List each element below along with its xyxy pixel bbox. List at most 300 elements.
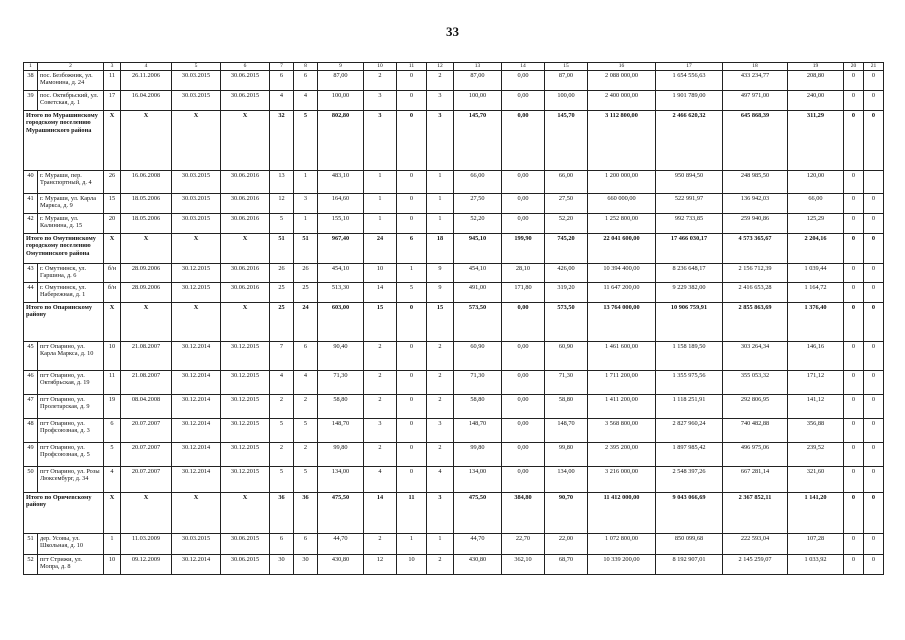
table-cell: 0,00 <box>502 111 545 171</box>
table-cell: 483,10 <box>318 171 364 194</box>
table-cell <box>864 171 884 194</box>
table-cell: 8 192 907,01 <box>656 555 723 575</box>
table-cell: 6 <box>397 234 427 264</box>
table-cell: 36 <box>294 493 318 534</box>
table-cell: 3 568 800,00 <box>588 419 656 443</box>
table-cell: 22 041 600,00 <box>588 234 656 264</box>
table-cell: 30.12.2014 <box>172 467 221 493</box>
address-cell: пос. Октябрьский, ул. Советская, д. 1 <box>38 91 104 111</box>
address-cell: г. Мураши, пер. Транспортный, д. 4 <box>38 171 104 194</box>
table-cell: 321,60 <box>788 467 844 493</box>
column-number: 1 <box>24 63 38 71</box>
table-cell: X <box>221 303 270 342</box>
table-cell: 0 <box>844 395 864 419</box>
table-cell: 1 118 251,91 <box>656 395 723 419</box>
subtotal-row <box>24 234 884 264</box>
table-cell: 30.12.2015 <box>172 283 221 303</box>
subtotal-row <box>24 303 884 342</box>
table-cell: 45 <box>24 342 38 371</box>
table-cell: 0 <box>864 111 884 171</box>
table-cell: 1 <box>364 171 397 194</box>
table-cell: 51 <box>24 534 38 555</box>
table-cell: 6 <box>294 534 318 555</box>
table-cell: 4 573 365,67 <box>723 234 788 264</box>
column-number: 11 <box>397 63 427 71</box>
table-cell: 3 <box>427 493 454 534</box>
table-cell: 2 <box>364 71 397 91</box>
table-cell: 0 <box>397 395 427 419</box>
table-cell: 355 053,32 <box>723 371 788 395</box>
table-cell: X <box>221 493 270 534</box>
table-row <box>24 194 884 214</box>
table-cell: 20.07.2007 <box>121 443 172 467</box>
table-cell: 3 <box>427 111 454 171</box>
table-cell: 6 <box>294 71 318 91</box>
table-cell: 58,80 <box>545 395 588 419</box>
column-number: 14 <box>502 63 545 71</box>
table-cell: 1 252 800,00 <box>588 214 656 234</box>
table-cell: 87,00 <box>454 71 502 91</box>
table-cell: 430,80 <box>318 555 364 575</box>
column-number: 10 <box>364 63 397 71</box>
table-cell: 0,00 <box>502 395 545 419</box>
table-cell: 2 367 852,11 <box>723 493 788 534</box>
table-cell: 30.03.2015 <box>172 214 221 234</box>
table-cell: 311,29 <box>788 111 844 171</box>
table-cell: 28.09.2006 <box>121 264 172 283</box>
table-cell: 0 <box>844 111 864 171</box>
table-cell: 2 466 620,32 <box>656 111 723 171</box>
table-cell: 66,00 <box>454 171 502 194</box>
table-cell: 3 <box>364 91 397 111</box>
table-cell: 0 <box>397 467 427 493</box>
table-cell: 87,00 <box>318 71 364 91</box>
table-cell: 0,00 <box>502 91 545 111</box>
table-cell: 10 <box>397 555 427 575</box>
table-cell: 99,80 <box>454 443 502 467</box>
column-number: 21 <box>864 63 884 71</box>
table-cell: 30.03.2015 <box>172 171 221 194</box>
table-cell: 0 <box>864 555 884 575</box>
table-cell: 2 <box>427 443 454 467</box>
table-cell: 6 <box>294 342 318 371</box>
table-cell: 4 <box>364 467 397 493</box>
table-cell: 30.12.2015 <box>221 395 270 419</box>
address-cell: г. Омутнинск, ул. Гаршина, д. 6 <box>38 264 104 283</box>
table-cell: 513,30 <box>318 283 364 303</box>
table-cell: 08.04.2008 <box>121 395 172 419</box>
table-cell: 20.07.2007 <box>121 467 172 493</box>
table-cell: 30.06.2016 <box>221 283 270 303</box>
table-cell: 5 <box>294 111 318 171</box>
table-cell: 0 <box>397 171 427 194</box>
table-cell: X <box>121 303 172 342</box>
table-cell: 90,70 <box>545 493 588 534</box>
column-number: 8 <box>294 63 318 71</box>
table-cell: 1 <box>427 534 454 555</box>
table-cell: 950 894,50 <box>656 171 723 194</box>
table-cell: 0 <box>844 534 864 555</box>
table-cell: 30.06.2015 <box>221 91 270 111</box>
address-cell: г. Мураши, ул. Карла Маркса, д. 9 <box>38 194 104 214</box>
table-cell: 30 <box>270 555 294 575</box>
table-cell: 3 <box>427 91 454 111</box>
table-cell: 475,50 <box>454 493 502 534</box>
table-cell: 30.06.2016 <box>221 214 270 234</box>
table-cell: 52,20 <box>454 214 502 234</box>
table-cell: 1 <box>364 214 397 234</box>
table-cell: 2 <box>270 443 294 467</box>
table-cell: 30.06.2016 <box>221 264 270 283</box>
table-cell: 26.11.2006 <box>121 71 172 91</box>
table-cell: X <box>172 234 221 264</box>
table-cell: 30.12.2014 <box>172 443 221 467</box>
table-cell: 66,00 <box>788 194 844 214</box>
table-cell: 18 <box>427 234 454 264</box>
table-cell: 60,90 <box>454 342 502 371</box>
table-cell: 2 <box>294 395 318 419</box>
table-cell: 497 971,00 <box>723 91 788 111</box>
table-cell: 15 <box>364 303 397 342</box>
table-cell: 42 <box>24 214 38 234</box>
table-cell: 36 <box>270 493 294 534</box>
table-cell: 155,10 <box>318 214 364 234</box>
table-cell: 1 141,20 <box>788 493 844 534</box>
table-cell: 0 <box>864 264 884 283</box>
table-cell: 0 <box>864 395 884 419</box>
table-cell: 0,00 <box>502 171 545 194</box>
table-cell: 9 229 382,00 <box>656 283 723 303</box>
table-cell: 0 <box>397 419 427 443</box>
table-cell: 0 <box>844 264 864 283</box>
table-cell: 30.12.2014 <box>172 342 221 371</box>
table-cell: 1 <box>294 214 318 234</box>
table-cell: 145,70 <box>545 111 588 171</box>
table-cell: 7 <box>270 342 294 371</box>
table-cell: 292 806,95 <box>723 395 788 419</box>
table-cell: 30.06.2016 <box>221 171 270 194</box>
table-cell: 21.08.2007 <box>121 371 172 395</box>
table-cell: 30.12.2015 <box>221 443 270 467</box>
table-cell: 0,00 <box>502 342 545 371</box>
table-cell: 2 145 259,07 <box>723 555 788 575</box>
table-row <box>24 283 884 303</box>
table-cell: 0 <box>844 371 864 395</box>
table-cell: 4 <box>270 91 294 111</box>
table-cell: X <box>221 234 270 264</box>
table-cell: 25 <box>294 283 318 303</box>
table-cell: 16.06.2008 <box>121 171 172 194</box>
table-cell: 21.08.2007 <box>121 342 172 371</box>
table-cell: 25 <box>270 283 294 303</box>
table-cell: 5 <box>270 467 294 493</box>
table-cell: 573,50 <box>545 303 588 342</box>
table-cell: 30.06.2015 <box>221 71 270 91</box>
table-cell: 13 764 000,00 <box>588 303 656 342</box>
table-cell: 5 <box>270 214 294 234</box>
column-number: 19 <box>788 63 844 71</box>
table-cell: 0 <box>844 194 864 214</box>
table-cell: 1 376,40 <box>788 303 844 342</box>
table-cell: 30.12.2015 <box>221 342 270 371</box>
table-cell: 850 099,68 <box>656 534 723 555</box>
table-cell: 240,00 <box>788 91 844 111</box>
table-cell: 356,88 <box>788 419 844 443</box>
table-cell: 43 <box>24 264 38 283</box>
column-number: 2 <box>38 63 104 71</box>
table-cell: 0 <box>864 534 884 555</box>
subtotal-label: Итого по Мурашинскому городскому поселению Мурашинского района <box>24 111 104 171</box>
table-cell: 2 416 653,28 <box>723 283 788 303</box>
table-cell: 0 <box>864 91 884 111</box>
table-cell: 15 <box>427 303 454 342</box>
table-cell: 30.03.2015 <box>172 71 221 91</box>
table-cell: 71,30 <box>454 371 502 395</box>
table-cell: 0 <box>397 303 427 342</box>
table-cell: 945,10 <box>454 234 502 264</box>
table-cell: 1 <box>427 171 454 194</box>
table-cell: 0 <box>844 91 864 111</box>
table-cell: 48 <box>24 419 38 443</box>
address-cell: г. Мураши, ул. Калинина, д. 15 <box>38 214 104 234</box>
table-cell: 27,50 <box>545 194 588 214</box>
table-cell: 239,52 <box>788 443 844 467</box>
table-cell: 2 <box>427 555 454 575</box>
table-cell: 09.12.2009 <box>121 555 172 575</box>
table-cell: 30.06.2015 <box>221 534 270 555</box>
column-number: 13 <box>454 63 502 71</box>
table-cell: 2 <box>364 371 397 395</box>
table-cell: 573,50 <box>454 303 502 342</box>
table-cell: 2 395 200,00 <box>588 443 656 467</box>
table-cell: 0 <box>397 342 427 371</box>
table-cell: 0 <box>844 467 864 493</box>
table-cell: 16.04.2006 <box>121 91 172 111</box>
subtotal-row <box>24 493 884 534</box>
table-cell: 30.12.2014 <box>172 371 221 395</box>
column-number: 6 <box>221 63 270 71</box>
table-cell: 145,70 <box>454 111 502 171</box>
table-cell: 10 394 400,00 <box>588 264 656 283</box>
table-cell: 1 164,72 <box>788 283 844 303</box>
table-cell: 0 <box>864 194 884 214</box>
table-cell: 1 158 189,50 <box>656 342 723 371</box>
table-cell: 10 <box>104 555 121 575</box>
table-cell: 11 647 200,00 <box>588 283 656 303</box>
table-cell: 2 400 000,00 <box>588 91 656 111</box>
table-row <box>24 467 884 493</box>
table-cell: 1 901 789,00 <box>656 91 723 111</box>
table-cell: 2 088 000,00 <box>588 71 656 91</box>
table-cell: 0,00 <box>502 443 545 467</box>
table-cell: 6 <box>270 534 294 555</box>
table-cell: 6 <box>270 71 294 91</box>
table-cell: 50 <box>24 467 38 493</box>
table-cell: 454,10 <box>454 264 502 283</box>
address-cell: г. Омутнинск, ул. Набережная, д. 1 <box>38 283 104 303</box>
table-cell: 0 <box>844 443 864 467</box>
table-cell: 0 <box>844 234 864 264</box>
table-cell: 15 <box>104 194 121 214</box>
table-cell: 2 827 960,24 <box>656 419 723 443</box>
table-cell: 1 <box>427 194 454 214</box>
table-cell: 11.03.2009 <box>121 534 172 555</box>
table-cell: 0,00 <box>502 71 545 91</box>
table-cell: 3 <box>427 419 454 443</box>
table-row <box>24 419 884 443</box>
table-cell: 19 <box>104 395 121 419</box>
table-cell: 0,00 <box>502 419 545 443</box>
table-cell: X <box>121 111 172 171</box>
table-cell: 2 548 397,26 <box>656 467 723 493</box>
table-cell: 1 039,44 <box>788 264 844 283</box>
data-table <box>23 62 884 575</box>
table-cell: 0 <box>397 371 427 395</box>
table-cell: 433 234,77 <box>723 71 788 91</box>
table-row <box>24 371 884 395</box>
table-cell: 5 <box>294 419 318 443</box>
subtotal-label: Итого по Опаринскому району <box>24 303 104 342</box>
table-cell: 1 <box>397 534 427 555</box>
table-cell: 30.12.2015 <box>221 371 270 395</box>
table-cell: 0,00 <box>502 467 545 493</box>
table-cell: 802,80 <box>318 111 364 171</box>
address-cell: пгт Опарино, ул. Октябрьская, д. 19 <box>38 371 104 395</box>
table-row <box>24 264 884 283</box>
table-cell: 0 <box>844 171 864 194</box>
table-cell: 745,20 <box>545 234 588 264</box>
table-cell: 30.12.2015 <box>221 419 270 443</box>
table-cell: X <box>104 111 121 171</box>
table-cell: 87,00 <box>545 71 588 91</box>
table-cell: 148,70 <box>454 419 502 443</box>
table-cell: 426,00 <box>545 264 588 283</box>
table-cell: 2 204,16 <box>788 234 844 264</box>
table-cell: 9 <box>427 264 454 283</box>
table-cell: 5 <box>104 443 121 467</box>
table-cell: 0 <box>844 493 864 534</box>
table-cell: 40 <box>24 171 38 194</box>
table-row <box>24 555 884 575</box>
table-cell: 49 <box>24 443 38 467</box>
address-cell: дер. Усовы, ул. Школьная, д. 10 <box>38 534 104 555</box>
table-cell: 52,20 <box>545 214 588 234</box>
table-cell: 90,40 <box>318 342 364 371</box>
table-cell: 134,00 <box>318 467 364 493</box>
table-cell: 0 <box>864 283 884 303</box>
table-cell: 24 <box>364 234 397 264</box>
table-cell: 2 <box>294 443 318 467</box>
table-cell: 2 <box>364 443 397 467</box>
table-cell: 24 <box>294 303 318 342</box>
table-cell: 2 <box>427 71 454 91</box>
table-cell: 259 940,86 <box>723 214 788 234</box>
address-cell: пгт Опарино, ул. Розы Люксембург, д. 34 <box>38 467 104 493</box>
table-cell: 0,00 <box>502 303 545 342</box>
table-cell: б/н <box>104 264 121 283</box>
column-number-row <box>24 63 884 71</box>
address-cell: пгт Опарино, ул. Профсоюзная, д. 5 <box>38 443 104 467</box>
table-cell: 11 <box>104 71 121 91</box>
table-cell: 0 <box>844 71 864 91</box>
table-cell: 107,28 <box>788 534 844 555</box>
table-cell: 30.12.2014 <box>172 395 221 419</box>
table-cell: X <box>121 493 172 534</box>
table-cell: 71,30 <box>545 371 588 395</box>
table-cell: 0 <box>864 443 884 467</box>
table-cell: 30.12.2014 <box>172 419 221 443</box>
table-cell: 39 <box>24 91 38 111</box>
table-cell: 4 <box>294 91 318 111</box>
table-cell: 30.03.2015 <box>172 194 221 214</box>
table-row <box>24 214 884 234</box>
table-cell: 30.03.2015 <box>172 534 221 555</box>
table-cell: 491,00 <box>454 283 502 303</box>
table-cell: 2 <box>364 342 397 371</box>
table-cell: 0 <box>844 342 864 371</box>
column-number: 20 <box>844 63 864 71</box>
table-cell: 11 <box>104 371 121 395</box>
table-cell: 319,20 <box>545 283 588 303</box>
table-cell: 522 991,97 <box>656 194 723 214</box>
table-cell: 248 985,50 <box>723 171 788 194</box>
table-cell: 58,80 <box>318 395 364 419</box>
table-cell: 3 <box>364 111 397 171</box>
table-cell: 362,10 <box>502 555 545 575</box>
address-cell: пгт Стрижи, ул. Мопра, д. 8 <box>38 555 104 575</box>
table-row <box>24 71 884 91</box>
table-cell: 30.06.2015 <box>221 555 270 575</box>
column-number: 9 <box>318 63 364 71</box>
table-cell: 0 <box>844 555 864 575</box>
table-cell: 2 <box>427 342 454 371</box>
table-cell: 0 <box>864 342 884 371</box>
table-cell: 51 <box>294 234 318 264</box>
table-cell: 5 <box>397 283 427 303</box>
table-cell: 1 <box>397 264 427 283</box>
table-cell: X <box>172 493 221 534</box>
table-cell: 0 <box>864 371 884 395</box>
table-cell: 14 <box>364 493 397 534</box>
table-cell: 22,00 <box>545 534 588 555</box>
table-cell: 2 156 712,39 <box>723 264 788 283</box>
table-row <box>24 342 884 371</box>
table-cell: 0 <box>397 443 427 467</box>
table-cell: 13 <box>270 171 294 194</box>
table-cell: 0 <box>864 303 884 342</box>
table-cell: X <box>104 303 121 342</box>
table-cell: X <box>104 493 121 534</box>
table-cell: 496 975,06 <box>723 443 788 467</box>
table-cell: 603,00 <box>318 303 364 342</box>
table-cell: 26 <box>270 264 294 283</box>
table-cell: 1 411 200,00 <box>588 395 656 419</box>
table-cell: 0 <box>844 214 864 234</box>
table-cell: 171,12 <box>788 371 844 395</box>
table-cell: 47 <box>24 395 38 419</box>
table-row <box>24 171 884 194</box>
table-cell: 18.05.2006 <box>121 214 172 234</box>
table-row <box>24 443 884 467</box>
table-cell: 992 733,85 <box>656 214 723 234</box>
table-cell: X <box>104 234 121 264</box>
table-cell: 4 <box>427 467 454 493</box>
address-cell: пос. Безбожник, ул. Мамонина, д. 24 <box>38 71 104 91</box>
table-cell: 1 <box>364 194 397 214</box>
table-cell: 660 000,00 <box>588 194 656 214</box>
subtotal-label: Итого по Оричевскому району <box>24 493 104 534</box>
table-cell: 164,60 <box>318 194 364 214</box>
